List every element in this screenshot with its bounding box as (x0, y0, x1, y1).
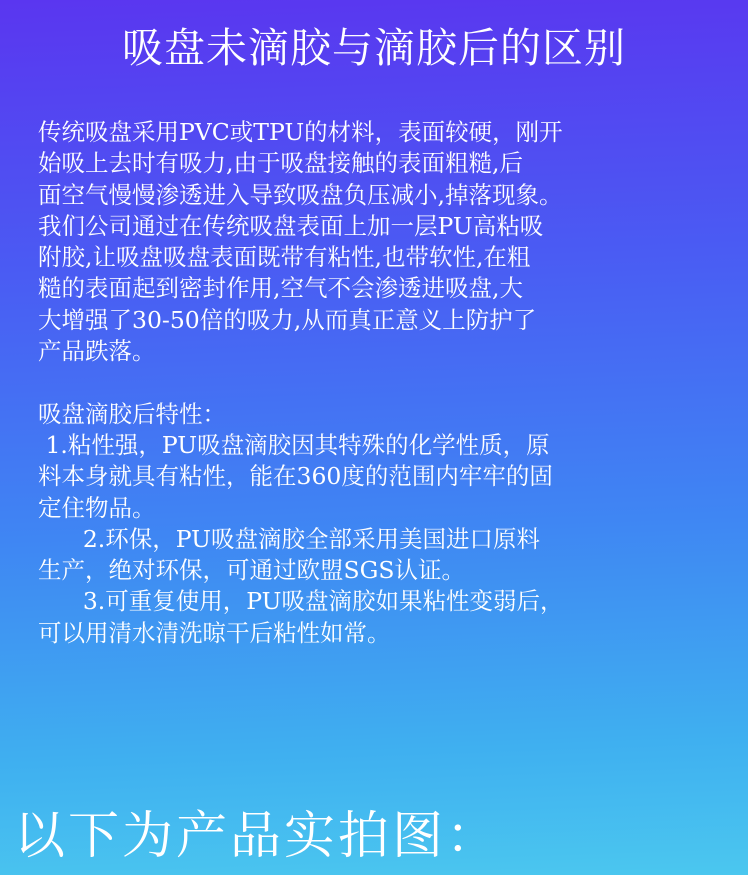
features-heading: 吸盘滴胶后特性： (38, 399, 226, 428)
product-photos-caption: 以下为产品实拍图： (14, 807, 501, 866)
intro-line: 大增强了30-50倍的吸力,从而真正意义上防护了 (38, 305, 537, 334)
feature-line: 1.粘性强，PU吸盘滴胶因其特殊的化学性质，原 (38, 430, 550, 459)
description-text (38, 117, 738, 649)
intro-line: 始吸上去时有吸力,由于吸盘接触的表面粗糙,后 (38, 149, 523, 178)
feature-line: 可以用清水清洗晾干后粘性如常。 (38, 618, 391, 647)
feature-line: 3.可重复使用，PU吸盘滴胶如果粘性变弱后， (38, 587, 564, 616)
intro-line: 产品跌落。 (38, 337, 156, 366)
feature-line: 2.环保，PU吸盘滴胶全部采用美国进口原料 (38, 524, 540, 553)
feature-line: 料本身就具有粘性，能在360度的范围内牢牢的固 (38, 462, 553, 491)
intro-line: 附胶,让吸盘吸盘表面既带有粘性,也带软性,在粗 (38, 243, 531, 272)
intro-line: 我们公司通过在传统吸盘表面上加一层PU高粘吸 (38, 211, 544, 240)
intro-line: 传统吸盘采用PVC或TPU的材料，表面较硬，刚开 (38, 118, 563, 146)
intro-line: 面空气慢慢渗透进入导致吸盘负压减小,掉落现象。 (38, 180, 563, 209)
feature-line: 定住物品。 (38, 493, 156, 522)
intro-line: 糙的表面起到密封作用,空气不会渗透进吸盘,大 (38, 274, 523, 303)
feature-line: 生产，绝对环保，可通过欧盟SGS认证。 (38, 556, 465, 585)
paragraph-spacer (38, 367, 738, 398)
page-title: 吸盘未滴胶与滴胶后的区别 (122, 24, 626, 72)
